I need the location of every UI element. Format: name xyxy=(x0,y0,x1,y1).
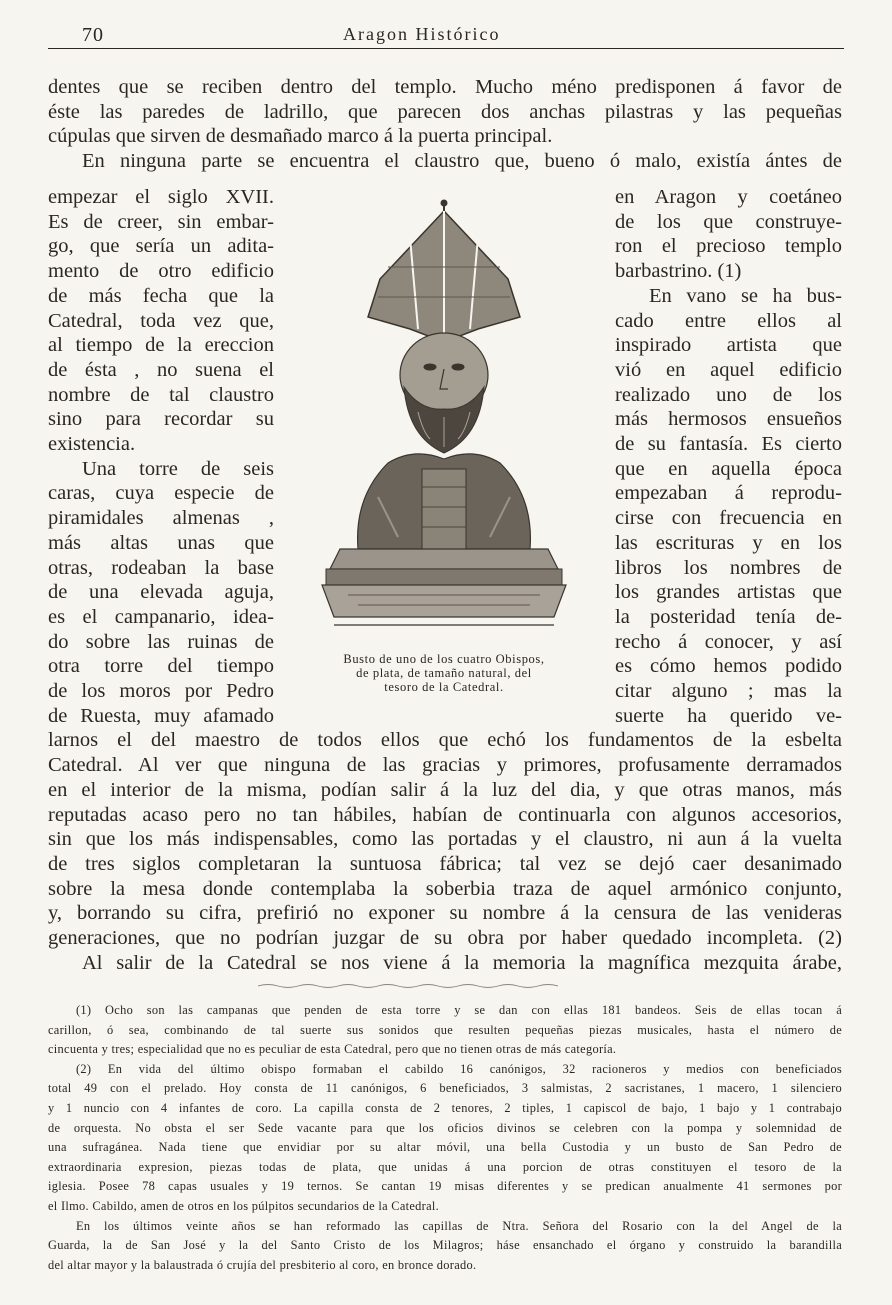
text-line: de más fecha que la xyxy=(48,284,274,307)
text-line: recho á conocer, y así xyxy=(615,630,842,653)
text-line: de los moros por Pedro xyxy=(48,680,274,702)
footnote-line: cincuenta y tres; especialidad que no es peculiar de esta Catedral, pero que no tienen otras de más categoría. xyxy=(48,1042,617,1057)
figure-caption-line: Busto de uno de los cuatro Obispos, xyxy=(343,652,545,666)
text-line: cado entre ellos al xyxy=(615,309,842,332)
text-line: otra torre del tiempo xyxy=(48,655,274,678)
header-rule xyxy=(48,48,844,49)
figure-caption-line: de plata, de tamaño natural, del xyxy=(356,666,532,680)
text-line: éste las paredes de ladrillo, que parecen dos anchas pilastras y las pequeñas xyxy=(48,100,842,123)
text-line: de ésta , no suena el xyxy=(48,358,274,381)
text-line: y, borrando su cifra, prefirió no exponer su nombre á la censura de las venideras xyxy=(48,902,842,925)
text-line: piramidales almenas , xyxy=(48,507,274,530)
text-line: es el campanario, idea- xyxy=(48,605,274,628)
text-line: sobre la mesa donde contemplaba la soberbia traza de aquel armónico conjunto, xyxy=(48,877,842,900)
footnote-line: (1) Ocho son las campanas que penden de esta torre y se dan con ellas 181 bandeos. Seis de ellas tocan á xyxy=(76,1003,842,1017)
text-line: dentes que se reciben dentro del templo. Mucho méno predisponen á favor de xyxy=(48,76,842,98)
text-line: reputadas acaso pero no tan hábiles, habían de continuarla con algunos accesorios, xyxy=(48,803,842,826)
text-line: Catedral. Al ver que ninguna de las gracias y primores, profusamente derramados xyxy=(48,754,842,777)
text-line: empezar el siglo XVII. xyxy=(48,186,274,208)
text-line: En ninguna parte se encuentra el claustro que, bueno ó malo, existía ántes de xyxy=(82,150,842,173)
text-line: cúpulas que sirven de desmañado marco á la puerta principal. xyxy=(48,125,553,148)
footnote-line: iglesia. Posee 78 capas usuales y 19 ternos. Se cantan 19 misas diferentes y se predican anualmente 41 sermones por xyxy=(48,1179,842,1194)
footnote-line: carillon, ó sea, combinando de tal suerte sus sonidos que resulten pequeñas piezas musicales, hasta el número de xyxy=(48,1022,842,1037)
text-line: las escrituras y en los xyxy=(615,531,842,554)
text-line: nombre de tal claustro xyxy=(48,383,274,406)
footnote-line: el Ilmo. Cabildo, amen de otros en los púlpitos secundarios de la Catedral. xyxy=(48,1199,440,1213)
footnote-line: extraordinaria expresion, piezas todas de plata, que unidas á una porcion de otras constituyen el tesoro de la xyxy=(48,1159,842,1174)
text-line: mento de otro edificio xyxy=(48,260,274,283)
footnote-line: del altar mayor y la balaustrada ó crujía del presbiterio al coro, en bronce dorado. xyxy=(48,1257,477,1272)
text-line: Al salir de la Catedral se nos viene á la memoria la magnífica mezquita árabe, xyxy=(82,951,842,974)
bishop-bust-illustration xyxy=(318,197,570,642)
text-line: Una torre de seis xyxy=(82,457,274,480)
text-line: citar alguno ; mas la xyxy=(615,680,842,702)
text-line: es cómo hemos podido xyxy=(615,655,842,678)
text-line: sino para recordar su xyxy=(48,408,274,431)
text-line: larnos el del maestro de todos ellos que echó los fundamentos de la esbelta xyxy=(48,729,842,752)
footnote-line: En los últimos veinte años se han reformado las capillas de Ntra. Señora del Rosario con la del Angel de la xyxy=(76,1218,842,1233)
footnote-line: (2) En vida del último obispo formaban el cabildo 16 canónigos, 32 racioneros y medios con beneficiados xyxy=(76,1061,842,1076)
text-line: que en aquella época xyxy=(615,457,842,480)
text-line: otras, rodeaban la base xyxy=(48,556,274,579)
footnote-line: Guarda, la de San José y la del Santo Cristo de los Milagros; háse ensanchado el órgano y construido la barandilla xyxy=(48,1238,842,1253)
text-line: do sobre las ruinas de xyxy=(48,630,274,653)
text-line: caras, cuya especie de xyxy=(48,482,274,505)
text-line: de Ruesta, muy afamado xyxy=(48,704,274,727)
text-line: más hermosos ensueños xyxy=(615,408,842,431)
figure-caption-line: tesoro de la Catedral. xyxy=(384,680,504,694)
text-line: en Aragon y coetáneo xyxy=(615,186,842,208)
text-line: al tiempo de la ereccion xyxy=(48,334,274,357)
footnote-line: y 1 nuncio con 4 infantes de coro. La capilla consta de 2 tenores, 2 tiples, 1 capiscol de bajo, 1 bajo y 1 contrabajo xyxy=(48,1101,842,1115)
text-line: barbastrino. (1) xyxy=(615,260,742,283)
text-line: más altas unas que xyxy=(48,531,274,554)
text-line: la posteridad tenía de- xyxy=(615,605,842,628)
footnote-separator xyxy=(258,983,558,989)
text-line: En vano se ha bus- xyxy=(649,284,842,307)
text-line: vió en aquel edificio xyxy=(615,358,842,381)
text-line: go, que sería un adita- xyxy=(48,235,274,258)
page-number: 70 xyxy=(82,24,104,46)
text-line: cirse con frecuencia en xyxy=(615,507,842,530)
footnote-line: de orquesta. No obsta el ser Sede vacante para que los oficios divinos se celebren con la pompa y solemnidad de xyxy=(48,1120,842,1135)
text-line: generaciones, que no podrían juzgar de su obra por haber quedado incompleta. (2) xyxy=(48,927,842,949)
text-line: existencia. xyxy=(48,433,136,455)
text-line: Es de creer, sin embar- xyxy=(48,210,274,233)
text-line: de su fantasía. Es cierto xyxy=(615,433,842,455)
bust-pedestal xyxy=(330,549,558,569)
text-line: empezaban á reprodu- xyxy=(615,482,842,505)
text-line: realizado uno de los xyxy=(615,383,842,406)
text-line: Catedral, toda vez que, xyxy=(48,309,274,332)
text-line: libros los nombres de xyxy=(615,556,842,579)
text-line: sin que los más indispensables, como las portadas y el claustro, ni aun á la vuelta xyxy=(48,828,842,851)
text-line: de tres siglos completaran la suntuosa fábrica; tal vez se dejó caer desanimado xyxy=(48,852,842,875)
running-title: Aragon Histórico xyxy=(343,24,501,44)
text-line: en el interior de la misma, podían salir á la luz del dia, y que otras manos, más xyxy=(48,778,842,801)
text-line: inspirado artista que xyxy=(615,334,842,357)
text-line: suerte ha querido ve- xyxy=(615,704,842,727)
text-line: ron el precioso templo xyxy=(615,235,842,258)
footnote-line: una sufragánea. Nada tiene que envidiar por su altar móvil, una bella Custodia y un busto de San Pedro de xyxy=(48,1140,842,1155)
figure-caption xyxy=(308,652,580,694)
text-line: de una elevada aguja, xyxy=(48,581,274,604)
text-line: los grandes artistas que xyxy=(615,581,842,604)
text-line: de los que construye- xyxy=(615,210,842,233)
footnote-line: total 49 con el prelado. Hoy consta de 11 canónigos, 6 beneficiados, 3 salmistas, 2 sacristanes, 1 macero, 1 silenciero xyxy=(48,1081,842,1096)
